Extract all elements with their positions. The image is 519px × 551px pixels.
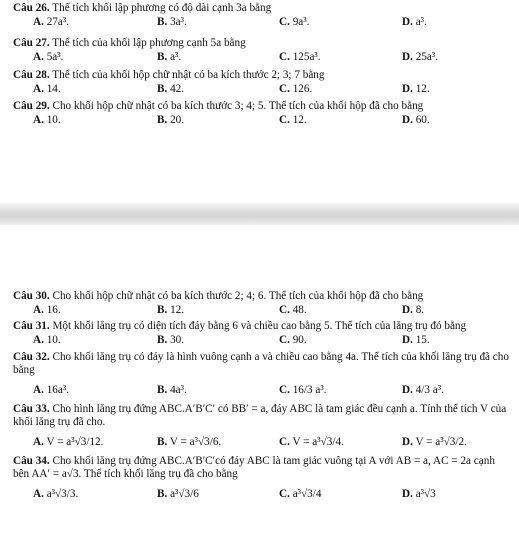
option-value: 16. — [46, 304, 61, 316]
option-key: D. — [402, 384, 413, 396]
option-value: 42. — [170, 83, 185, 95]
option-value: 10. — [46, 114, 61, 126]
option-d[interactable] — [402, 15, 427, 30]
option-c[interactable] — [279, 380, 327, 400]
option-key: C. — [279, 334, 290, 346]
option-value: V = a³√3/2. — [415, 436, 467, 448]
option-key: B. — [157, 334, 168, 346]
answer-options — [0, 380, 519, 400]
option-value: 12. — [415, 83, 430, 95]
option-b[interactable] — [157, 82, 184, 97]
answer-options — [0, 484, 519, 504]
question-number: Câu 28. — [13, 69, 50, 81]
option-key: C. — [279, 384, 290, 396]
question-number: Câu 29. — [13, 100, 50, 112]
option-value: 16/3 a³. — [292, 384, 327, 396]
option-key: D. — [402, 114, 413, 126]
question-text: Một khối lăng trụ có diện tích đáy bằng 6 và chiều cao bằng 5. Thể tích của lăng trụ đó bằng — [52, 320, 467, 332]
option-value: 12. — [292, 114, 307, 126]
option-d[interactable] — [402, 380, 444, 400]
option-value: 3a³. — [170, 16, 187, 28]
option-key: C. — [279, 51, 290, 63]
question-32 — [0, 351, 519, 377]
question-number: Câu 34. — [13, 455, 50, 467]
option-value: 30. — [170, 334, 185, 346]
answer-options — [0, 113, 519, 128]
option-d[interactable] — [402, 303, 424, 318]
option-c[interactable] — [279, 303, 307, 318]
option-key: B. — [157, 488, 168, 500]
option-key: B. — [157, 114, 168, 126]
page-top-margin — [0, 246, 519, 290]
option-b[interactable] — [157, 303, 184, 318]
option-value: 125a³. — [292, 51, 321, 63]
option-key: C. — [279, 16, 290, 28]
option-key: A. — [33, 114, 44, 126]
option-b[interactable] — [157, 15, 187, 30]
answer-options — [0, 82, 519, 97]
option-value: 15. — [415, 334, 430, 346]
option-value: a³√3/4 — [292, 488, 322, 500]
option-b[interactable] — [157, 113, 184, 128]
option-key: D. — [402, 488, 413, 500]
option-key: C. — [279, 83, 290, 95]
option-a[interactable] — [33, 82, 61, 97]
question-text: Cho khối lăng trụ đứng ABC.A′B′C′có đáy ABC là tam giác vuông tại A với AB = a, AC = 2a cạnh bên AA′ = a√3. Thể tích khối lăng trụ đã cho bằng — [13, 455, 495, 480]
option-a[interactable] — [33, 50, 63, 65]
option-key: D. — [402, 51, 413, 63]
question-29 — [0, 100, 519, 113]
option-d[interactable] — [402, 333, 430, 348]
option-c[interactable] — [279, 432, 344, 452]
answer-options — [0, 50, 519, 65]
option-value: a³. — [415, 16, 427, 28]
option-value: 9a³. — [292, 16, 310, 28]
option-value: 126. — [292, 83, 313, 95]
option-key: A. — [33, 304, 44, 316]
question-26 — [0, 2, 519, 15]
option-key: A. — [33, 384, 44, 396]
option-key: D. — [402, 83, 413, 95]
option-value: 27a³. — [46, 16, 69, 28]
answer-options — [0, 333, 519, 348]
option-key: A. — [33, 488, 44, 500]
option-b[interactable] — [157, 432, 221, 452]
question-28 — [0, 69, 519, 82]
option-d[interactable] — [402, 484, 436, 504]
option-key: A. — [33, 436, 44, 448]
option-value: 4/3 a³. — [415, 384, 444, 396]
option-d[interactable] — [402, 113, 430, 128]
option-key: C. — [279, 114, 290, 126]
option-b[interactable] — [157, 380, 187, 400]
option-value: V = a³√3/6. — [169, 436, 222, 448]
option-key: B. — [157, 304, 168, 316]
option-value: 90. — [292, 334, 307, 346]
option-key: A. — [33, 83, 44, 95]
question-number: Câu 27. — [13, 37, 50, 49]
option-key: C. — [279, 436, 290, 448]
option-a[interactable] — [33, 15, 69, 30]
option-value: 14. — [46, 83, 61, 95]
answer-options — [0, 303, 519, 318]
option-value: a³√3/3. — [46, 488, 79, 500]
option-c[interactable] — [279, 484, 321, 504]
option-key: C. — [279, 488, 290, 500]
option-a[interactable] — [33, 333, 61, 348]
question-text: Thể tích khối lập phương có độ dài cạnh 3a bằng — [52, 2, 272, 14]
option-c[interactable] — [279, 82, 312, 97]
question-number: Câu 32. — [13, 351, 50, 363]
option-key: B. — [157, 51, 168, 63]
option-b[interactable] — [157, 333, 184, 348]
option-value: 10. — [46, 334, 61, 346]
question-text: Cho khối lăng trụ có đáy là hình vuông cạnh a và chiều cao bằng 4a. Thể tích của khối lăng trụ đã cho bằng — [13, 351, 509, 376]
option-a[interactable] — [33, 432, 103, 452]
question-31 — [0, 320, 519, 333]
option-value: 16a³. — [46, 384, 69, 396]
option-value: a³√3/6 — [170, 488, 199, 500]
option-key: B. — [157, 436, 168, 448]
option-key: D. — [402, 436, 413, 448]
question-text: Cho khối hộp chữ nhật có ba kích thước 2; 4; 6. Thể tích của khối hộp đã cho bằng — [52, 290, 424, 302]
worksheet-page-2 — [0, 246, 519, 551]
option-value: 5a³. — [46, 51, 64, 63]
page-break-band — [0, 203, 519, 225]
option-value: 20. — [170, 114, 185, 126]
option-d[interactable] — [402, 432, 467, 452]
option-value: 25a³. — [415, 51, 438, 63]
answer-options — [0, 432, 519, 452]
option-value: 60. — [415, 114, 430, 126]
option-c[interactable] — [279, 15, 309, 30]
option-key: D. — [402, 334, 413, 346]
option-key: B. — [157, 83, 168, 95]
option-key: B. — [157, 16, 168, 28]
option-key: D. — [402, 304, 413, 316]
question-number: Câu 31. — [13, 320, 50, 332]
option-a[interactable] — [33, 484, 78, 504]
option-value: a³√3 — [415, 488, 436, 500]
question-34 — [0, 455, 519, 481]
option-value: 48. — [292, 304, 307, 316]
option-c[interactable] — [279, 333, 307, 348]
question-text: Thể tích của khối lập phương cạnh 5a bằng — [52, 37, 246, 49]
option-key: A. — [33, 51, 44, 63]
option-b[interactable] — [157, 484, 199, 504]
option-d[interactable] — [402, 82, 430, 97]
answer-options — [0, 15, 519, 30]
question-text: Cho hình lăng trụ đứng ABC.A′B′C′ có BB′ = a, đáy ABC là tam giác đều cạnh a. Tính thể tích V của khối lăng trụ đã cho. — [13, 403, 507, 428]
question-text: Cho khối hộp chữ nhật có ba kích thước 3; 4; 5. Thể tích của khối hộp đã cho bằng — [52, 100, 424, 112]
option-b[interactable] — [157, 50, 181, 65]
option-value: a³. — [170, 51, 182, 63]
question-number: Câu 26. — [13, 2, 50, 14]
option-a[interactable] — [33, 380, 69, 400]
option-value: 4a³. — [170, 384, 187, 396]
option-key: B. — [157, 384, 168, 396]
question-number: Câu 30. — [13, 290, 50, 302]
option-value: 12. — [170, 304, 185, 316]
option-c[interactable] — [279, 113, 307, 128]
option-value: V = a³√3/12. — [46, 436, 104, 448]
question-33 — [0, 403, 519, 429]
option-value: V = a³√3/4. — [292, 436, 344, 448]
question-30 — [0, 290, 519, 303]
worksheet-page-1 — [0, 0, 519, 190]
question-27 — [0, 37, 519, 50]
option-key: A. — [33, 334, 44, 346]
option-a[interactable] — [33, 303, 61, 318]
option-key: C. — [279, 304, 290, 316]
option-key: D. — [402, 16, 413, 28]
option-a[interactable] — [33, 113, 61, 128]
question-text: Thể tích của khối hộp chữ nhật có ba kích thước 2; 3; 7 bằng — [52, 69, 325, 81]
option-key: A. — [33, 16, 44, 28]
option-c[interactable] — [279, 50, 321, 65]
page-separator — [0, 190, 519, 246]
question-number: Câu 33. — [13, 403, 50, 415]
option-d[interactable] — [402, 50, 438, 65]
option-value: 8. — [415, 304, 425, 316]
